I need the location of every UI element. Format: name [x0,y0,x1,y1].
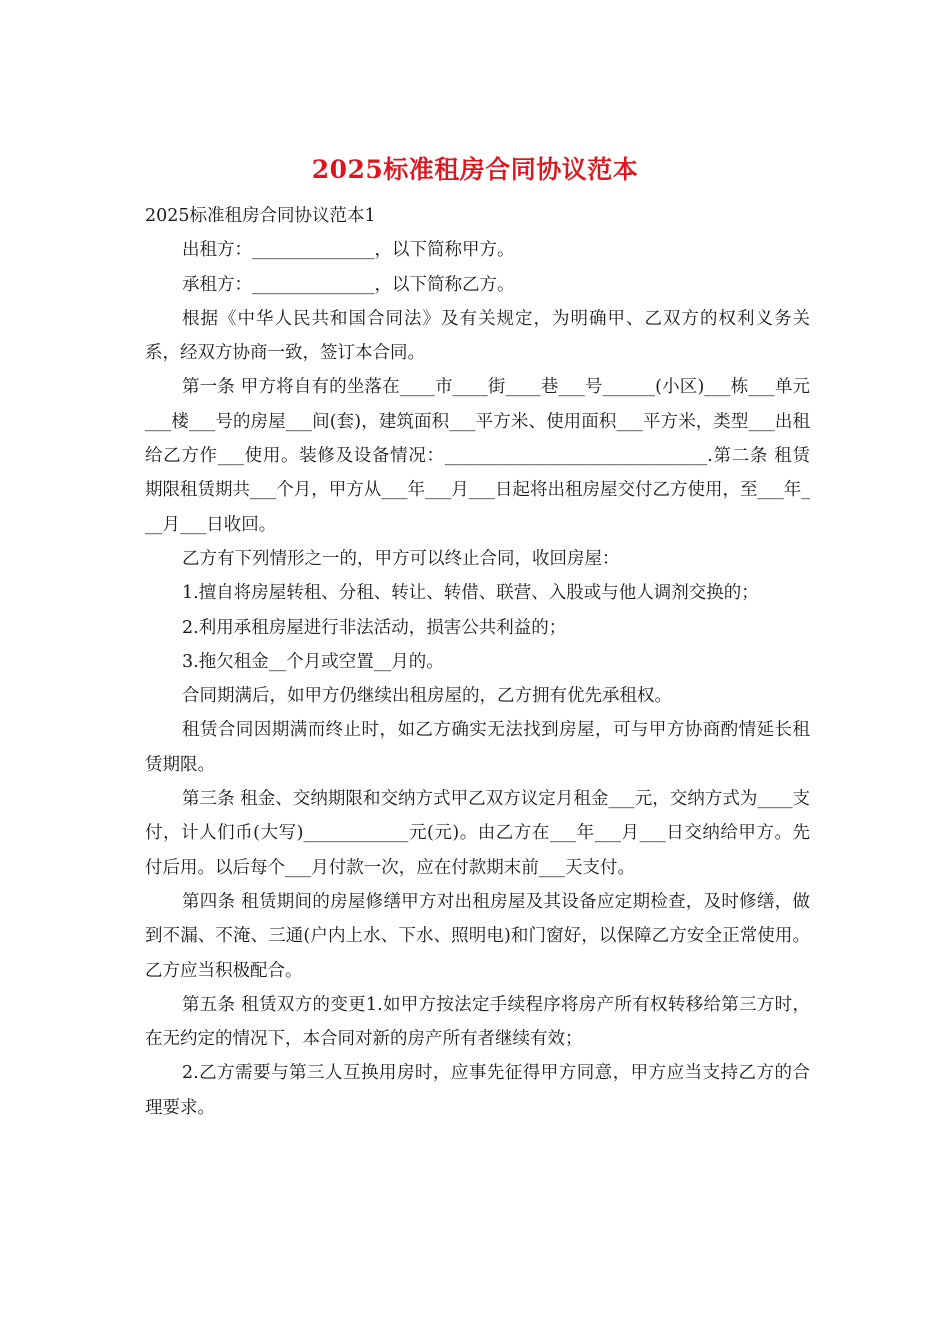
paragraph-termination-item-2: 2.利用承租房屋进行非法活动，损害公共利益的； [182,617,567,638]
paragraph-article-3: 第三条 租金、交纳期限和交纳方式甲乙双方议定月租金___元，交纳方式为____支付，计人们币(大写)____________元(元)。由乙方在___年___月___日交纳给甲方。先付后用。以后每个___月付款一次，应在付款期末前___天支付。 [145,789,810,878]
paragraph-article-4: 第四条 租赁期间的房屋修缮甲方对出租房屋及其设备应定期检查，及时修缮，做到不漏、不淹、三通(户内上水、下水、照明电)和门窗好，以保障乙方安全正常使用。乙方应当积极配合。 [145,891,810,981]
paragraph-article-1-2: 第一条 甲方将自有的坐落在____市____街____巷___号______(小区)___栋___单元___楼___号的房屋___间(套)，建筑面积___平方米、使用面积___平方米，类型___出租给乙方作___使用。装修及设备情况：______________________________.第二条 租赁期限租赁期共___个月，甲方从___年___月___日起将出租房屋交付乙方使用，至___年___月___日收回。 [145,377,810,535]
paragraph-article-5-item-2: 2.乙方需要与第三人互换用房时，应事先征得甲方同意，甲方应当支持乙方的合理要求。 [145,1063,810,1118]
paragraph-termination-intro: 乙方有下列情形之一的，甲方可以终止合同，收回房屋： [182,548,620,569]
document-subtitle: 2025标准租房合同协议范本1 [145,206,376,226]
paragraph-lessee: 承租方：______________，以下简称乙方。 [182,274,515,295]
document-body [145,199,810,1125]
paragraph-extension: 租赁合同因期满而终止时，如乙方确实无法找到房屋，可与甲方协商酌情延长租赁期限。 [145,720,810,775]
paragraph-article-5: 第五条 租赁双方的变更1.如甲方按法定手续程序将房产所有权转移给第三方时，在无约定的情况下，本合同对新的房产所有者继续有效； [145,994,810,1050]
paragraph-lessor: 出租方：______________，以下简称甲方。 [182,240,515,261]
paragraph-termination-item-1: 1.擅自将房屋转租、分租、转让、转借、联营、入股或与他人调剂交换的； [182,583,759,604]
paragraph-termination-item-3: 3.拖欠租金__个月或空置__月的。 [182,651,444,672]
paragraph-preamble: 根据《中华人民共和国合同法》及有关规定，为明确甲、乙双方的权利义务关系，经双方协商一致，签订本合同。 [145,308,810,364]
document-title: 2025标准租房合同协议范本 [311,155,639,184]
paragraph-priority-renewal: 合同期满后，如甲方仍继续出租房屋的，乙方拥有优先承租权。 [182,686,672,707]
